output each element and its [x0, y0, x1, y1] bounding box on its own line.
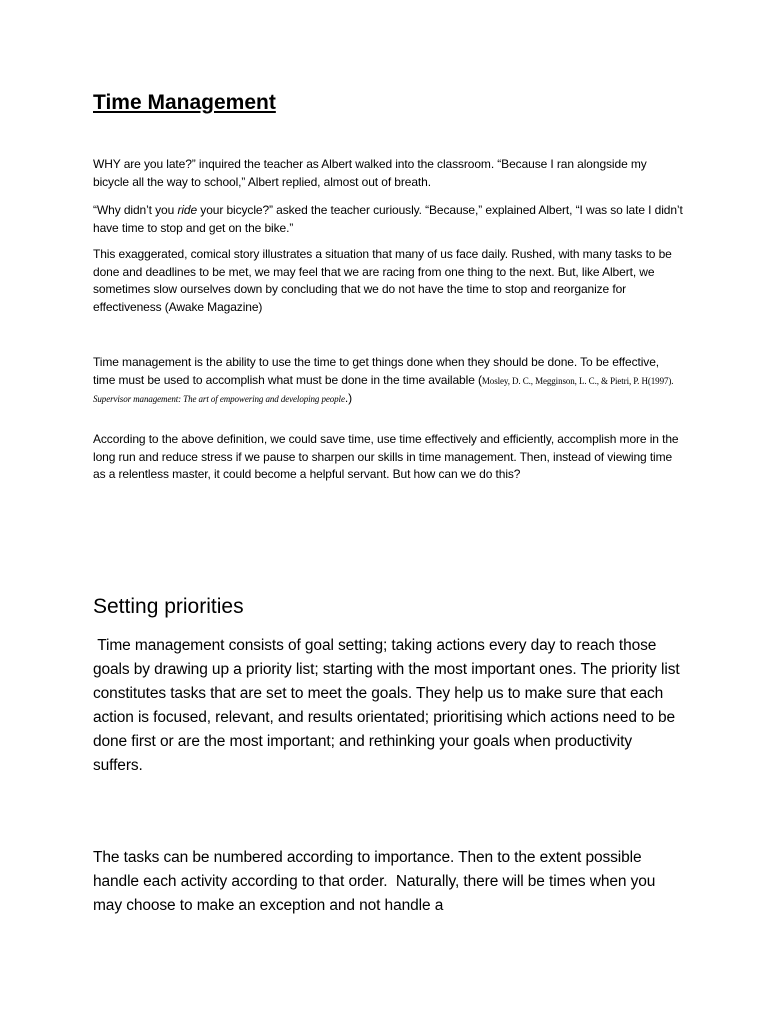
p4-text: Time management is the ability to use the time to get things done when they should be done. To be effective, time must be used to accomplish what must be done in the time available (: [93, 355, 660, 387]
document-title: Time Management: [93, 91, 276, 114]
paragraph-tasks-numbered: The tasks can be numbered according to importance. Then to the extent possible handle each activity according to that order. Naturally, there will be times when you may choose to make an exception and not handle a: [93, 849, 660, 914]
paragraph-exaggerated-story: This exaggerated, comical story illustrates a situation that many of us face daily. Rushed, with many tasks to be done and deadlines to be met, we may feel that we are racing from one thing to the next. But, like Albert, we sometimes slow ourselves down by concluding that we do not have the time to stop and reorganize for effectiveness (Awake Magazine): [93, 247, 672, 314]
paragraph-according-to-definition: According to the above definition, we could save time, use time effectively and efficiently, accomplish more in the long run and reduce stress if we pause to sharpen our skills in time management. Then, instead of viewing time as a relentless master, it could become a helpful servant. But how can we do this?: [93, 432, 679, 481]
citation-authors: Mosley, D. C., Megginson, L. C., & Pietri, P. H(1997).: [481, 375, 674, 386]
paragraph-late-question: WHY are you late?” inquired the teacher as Albert walked into the classroom. “Because I ran alongside my bicycle all the way to school,” Albert replied, almost out of breath.: [93, 157, 647, 189]
citation-title: Supervisor management: The art of empowering and developing people: [93, 394, 345, 404]
p2-pre: “Why didn’t you: [93, 203, 178, 217]
p2-post: your bicycle?” asked the teacher curiously. “Because,” explained Albert, “I was so late I didn’t have time to stop and get on the bike.”: [93, 203, 683, 235]
paragraph-goal-setting: Time management consists of goal setting; taking actions every day to reach those goals by drawing up a priority list; starting with the most important ones. The priority list constitutes tasks that are set to meet the goals. They help us to make sure that each action is focused, relevant, and results orientated; prioritising which actions need to be done first or are the most important; and rethinking your goals when productivity suffers.: [93, 637, 684, 774]
paragraph-time-management-definition: [93, 354, 683, 409]
p2-emphasis: ride: [177, 203, 198, 217]
p4-end: .): [344, 391, 352, 405]
section-heading-setting-priorities: Setting priorities: [93, 595, 244, 618]
paragraph-why-didnt-ride: [93, 202, 683, 237]
